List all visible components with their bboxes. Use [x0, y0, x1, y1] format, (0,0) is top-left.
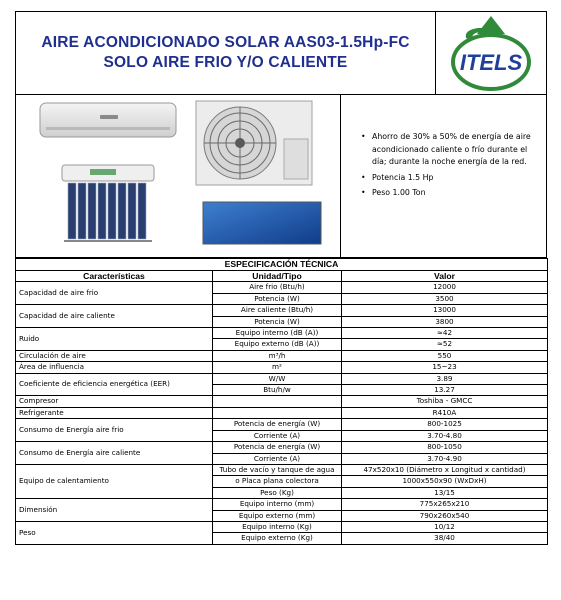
table-row [16, 373, 548, 384]
unit-cell: Peso (Kg) [213, 487, 342, 498]
value-cell: ≈52 [342, 339, 548, 350]
table-row [16, 442, 548, 453]
value-cell: Toshiba - GMCC [342, 396, 548, 407]
characteristic-cell: Coeficiente de eficiencia energética (EER) [16, 373, 213, 396]
column-header-unidad: Unidad/Tipo [213, 271, 342, 282]
characteristic-cell: Capacidad de aire frio [16, 282, 213, 305]
value-cell: 47x520x10 (Diámetro x Longitud x cantidad) [342, 464, 548, 475]
value-cell: 1000x550x90 (WxDxH) [342, 476, 548, 487]
column-header-caracteristicas: Características [16, 271, 213, 282]
table-row [16, 396, 548, 407]
characteristic-cell: Consumo de Energía aire caliente [16, 442, 213, 465]
value-cell: 800-1050 [342, 442, 548, 453]
table-row [16, 328, 548, 339]
indoor-unit-image [38, 101, 178, 141]
unit-cell [213, 407, 342, 418]
value-cell: 10/12 [342, 521, 548, 532]
value-cell: 13.27 [342, 385, 548, 396]
table-row [16, 407, 548, 418]
unit-cell: Equipo interno (dB (A)) [213, 328, 342, 339]
table-row [16, 464, 548, 475]
table-row [16, 419, 548, 430]
value-cell: ≈42 [342, 328, 548, 339]
spec-table [15, 258, 548, 545]
itels-logo [436, 12, 546, 94]
value-cell: 13000 [342, 305, 548, 316]
characteristic-cell: Refrigerante [16, 407, 213, 418]
feature-item: • Potencia 1.5 Hp [359, 172, 544, 185]
vacuum-tube-collector-image [58, 161, 158, 247]
value-cell: 13/15 [342, 487, 548, 498]
value-cell: 800-1025 [342, 419, 548, 430]
feature-item: • Ahorro de 30% a 50% de energía de aire acondicionado caliente o frío durante el día; durante la noche energía de la red. [359, 131, 544, 169]
value-cell: 790x260x540 [342, 510, 548, 521]
table-row [16, 362, 548, 373]
unit-cell [213, 396, 342, 407]
unit-cell: Equipo externo (mm) [213, 510, 342, 521]
characteristic-cell: Capacidad de aire caliente [16, 305, 213, 328]
spec-table-title: ESPECIFICACIÓN TÉCNICA [16, 259, 548, 271]
unit-cell: Potencia de energía (W) [213, 419, 342, 430]
unit-cell: m³/h [213, 350, 342, 361]
value-cell: 3.70-4.80 [342, 430, 548, 441]
title-block [16, 12, 436, 94]
characteristic-cell: Peso [16, 521, 213, 544]
table-row [16, 282, 548, 293]
characteristic-cell: Consumo de Energía aire frio [16, 419, 213, 442]
logo-text: ITELS [459, 50, 523, 75]
unit-cell: Potencia (W) [213, 316, 342, 327]
characteristic-cell: Dimensión [16, 499, 213, 522]
column-header-valor: Valor [342, 271, 548, 282]
unit-cell: Aire caliente (Btu/h) [213, 305, 342, 316]
value-cell: 12000 [342, 282, 548, 293]
characteristic-cell: Ruido [16, 328, 213, 351]
spec-table-body [16, 282, 548, 544]
unit-cell: Equipo interno (Kg) [213, 521, 342, 532]
value-cell: 3800 [342, 316, 548, 327]
characteristic-cell: Equipo de calentamiento [16, 464, 213, 498]
unit-cell: Equipo interno (mm) [213, 499, 342, 510]
unit-cell: o Placa plana colectora [213, 476, 342, 487]
unit-cell: Corriente (A) [213, 453, 342, 464]
outdoor-unit-image [194, 99, 314, 189]
document-header [15, 11, 547, 95]
product-images [16, 95, 341, 257]
value-cell: 3.70-4.90 [342, 453, 548, 464]
table-row [16, 499, 548, 510]
unit-cell: Btu/h/w [213, 385, 342, 396]
unit-cell: Equipo externo (dB (A)) [213, 339, 342, 350]
value-cell: 550 [342, 350, 548, 361]
characteristic-cell: Compresor [16, 396, 213, 407]
value-cell: 3.89 [342, 373, 548, 384]
unit-cell: W/W [213, 373, 342, 384]
unit-cell: Tubo de vacío y tanque de agua [213, 464, 342, 475]
value-cell: R410A [342, 407, 548, 418]
feature-item: • Peso 1.00 Ton [359, 187, 544, 200]
characteristic-cell: Área de influencia [16, 362, 213, 373]
characteristic-cell: Circulación de aire [16, 350, 213, 361]
table-row [16, 305, 548, 316]
value-cell: 38/40 [342, 533, 548, 544]
unit-cell: Potencia (W) [213, 293, 342, 304]
unit-cell: Equipo externo (Kg) [213, 533, 342, 544]
title-line-2: SOLO AIRE FRIO Y/O CALIENTE [103, 54, 348, 71]
value-cell: 775x265x210 [342, 499, 548, 510]
table-row [16, 521, 548, 532]
unit-cell: Aire frio (Btu/h) [213, 282, 342, 293]
flat-plate-collector-image [202, 201, 322, 245]
value-cell: 3500 [342, 293, 548, 304]
feature-list [359, 131, 544, 203]
product-images-section [15, 95, 547, 258]
title-line-1: AIRE ACONDICIONADO SOLAR AAS03-1.5Hp-FC [41, 34, 410, 51]
unit-cell: m² [213, 362, 342, 373]
unit-cell: Corriente (A) [213, 430, 342, 441]
unit-cell: Potencia de energía (W) [213, 442, 342, 453]
table-row [16, 350, 548, 361]
value-cell: 15~23 [342, 362, 548, 373]
